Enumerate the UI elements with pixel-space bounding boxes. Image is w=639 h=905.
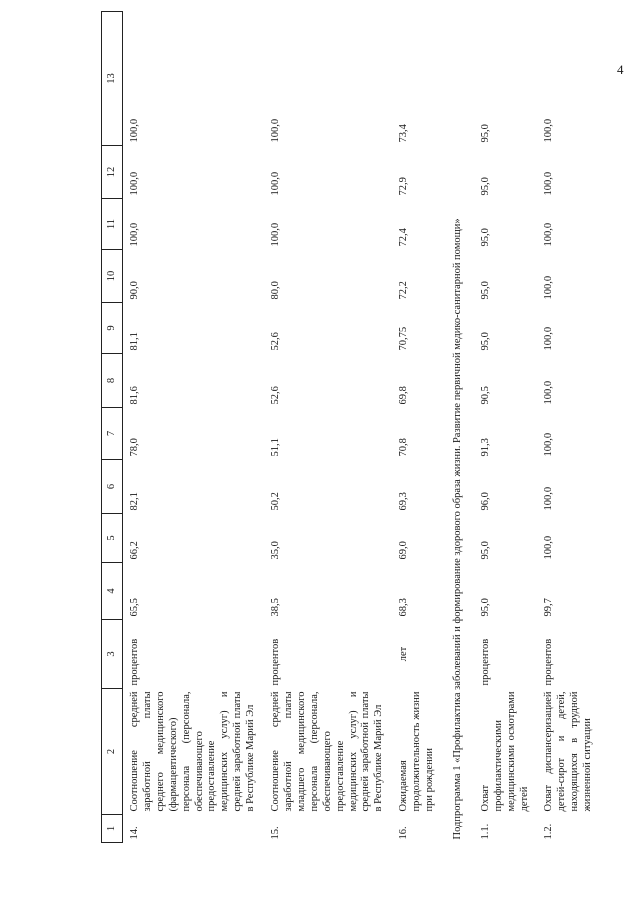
value-cell: 95,0 [479, 541, 491, 560]
value-cell: 52,6 [270, 386, 282, 405]
header-cell: 9 [102, 303, 123, 354]
value-cell: 100,0 [129, 171, 140, 196]
value-cell: 95,0 [479, 228, 491, 247]
value-cell: 50,2 [270, 492, 282, 511]
value-cell: 100,0 [543, 222, 555, 247]
value-cell: 100,0 [543, 171, 555, 196]
indicator-name: Охват диспансеризацией детей-сирот и детей, находящихся в трудной жизненной ситуации [543, 691, 594, 812]
unit-cell: процентов [479, 638, 491, 686]
value-cell: 100,0 [543, 486, 555, 511]
unit-cell: процентов [543, 638, 555, 686]
table-row [474, 12, 538, 843]
indicator-name: Ожидаемая продолжительность жизни при рождении [398, 691, 436, 812]
header-cell: 3 [102, 620, 123, 689]
value-cell: 100,0 [543, 326, 555, 351]
value-cell: 69,8 [398, 386, 410, 405]
value-cell: 69,3 [398, 492, 410, 511]
value-cell: 68,3 [398, 598, 410, 617]
value-cell: 72,4 [398, 228, 410, 247]
header-cell: 7 [102, 408, 123, 460]
unit-cell: лет [398, 646, 410, 662]
value-cell: 95,0 [479, 598, 491, 617]
unit-cell: процентов [270, 638, 282, 686]
value-cell: 78,0 [129, 438, 140, 457]
indicator-name: Охват профилактическими медицинскими осмотрами детей [479, 691, 530, 812]
value-cell: 100,0 [129, 222, 140, 247]
value-cell: 82,1 [129, 492, 140, 511]
value-cell: 51,1 [270, 438, 282, 457]
value-cell: 100,0 [543, 432, 555, 457]
value-cell: 100,0 [543, 275, 555, 300]
subprogram-heading-row [443, 12, 474, 843]
value-cell: 95,0 [479, 332, 491, 351]
subprogram-title: Подпрограмма 1 «Профилактика заболеваний и формирование здорового образа жизни. Развитие первичной медико-санитарной помощи» [451, 218, 463, 840]
indicator-name: Соотношение средней заработной платы среднего медицинского (фармацевтического) персонала (персонала, обеспечивающего предоставление медицинских услуг) и средней заработной платы в Республике Марий Эл [129, 691, 257, 812]
value-cell: 72,2 [398, 281, 410, 300]
value-cell: 100,0 [270, 222, 282, 247]
value-cell: 66,2 [129, 541, 140, 560]
unit-cell: процентов [129, 638, 140, 686]
value-cell: 100,0 [543, 380, 555, 405]
value-cell: 80,0 [270, 281, 282, 300]
value-cell: 38,5 [270, 598, 282, 617]
value-cell: 70,8 [398, 438, 410, 457]
value-cell: 99,7 [543, 598, 555, 617]
table-row [123, 12, 265, 843]
header-cell: 8 [102, 354, 123, 408]
value-cell: 100,0 [129, 118, 140, 143]
table-header-row [102, 12, 123, 843]
table-row [392, 12, 443, 843]
header-cell: 13 [102, 12, 123, 146]
value-cell: 95,0 [479, 177, 491, 196]
indicators-table [101, 11, 601, 843]
header-cell: 10 [102, 250, 123, 303]
table-row [537, 12, 601, 843]
value-cell: 70,75 [398, 326, 410, 351]
header-cell: 12 [102, 146, 123, 199]
value-cell: 65,5 [129, 598, 140, 617]
header-cell: 2 [102, 689, 123, 815]
row-number: 16. [398, 826, 410, 840]
header-cell: 6 [102, 460, 123, 514]
value-cell: 90,5 [479, 386, 491, 405]
row-number: 1.1. [479, 823, 491, 840]
value-cell: 95,0 [479, 281, 491, 300]
value-cell: 100,0 [543, 535, 555, 560]
value-cell: 73,4 [398, 124, 410, 143]
indicator-name: Соотношение средней заработной платы младшего медицинского персонала (персонала, обеспечивающего предоставление медицинских услуг) и средней заработной платы в Республике Марий Эл [270, 691, 385, 812]
value-cell: 91,3 [479, 438, 491, 457]
header-cell: 5 [102, 514, 123, 563]
value-cell: 96,0 [479, 492, 491, 511]
header-cell: 1 [102, 815, 123, 843]
value-cell: 35,0 [270, 541, 282, 560]
value-cell: 52,6 [270, 332, 282, 351]
value-cell: 100,0 [543, 118, 555, 143]
row-number: 14. [129, 826, 140, 840]
value-cell: 100,0 [270, 171, 282, 196]
value-cell: 95,0 [479, 124, 491, 143]
value-cell: 81,6 [129, 386, 140, 405]
value-cell: 100,0 [270, 118, 282, 143]
row-number: 15. [270, 826, 282, 840]
header-cell: 4 [102, 563, 123, 620]
table-row [264, 12, 392, 843]
row-number: 1.2. [543, 823, 555, 840]
value-cell: 72,9 [398, 177, 410, 196]
value-cell: 69,0 [398, 541, 410, 560]
value-cell: 81,1 [129, 332, 140, 351]
rotated-table-container [101, 62, 594, 843]
page-number: 4 [617, 62, 624, 77]
header-cell: 11 [102, 199, 123, 250]
value-cell: 90,0 [129, 281, 140, 300]
